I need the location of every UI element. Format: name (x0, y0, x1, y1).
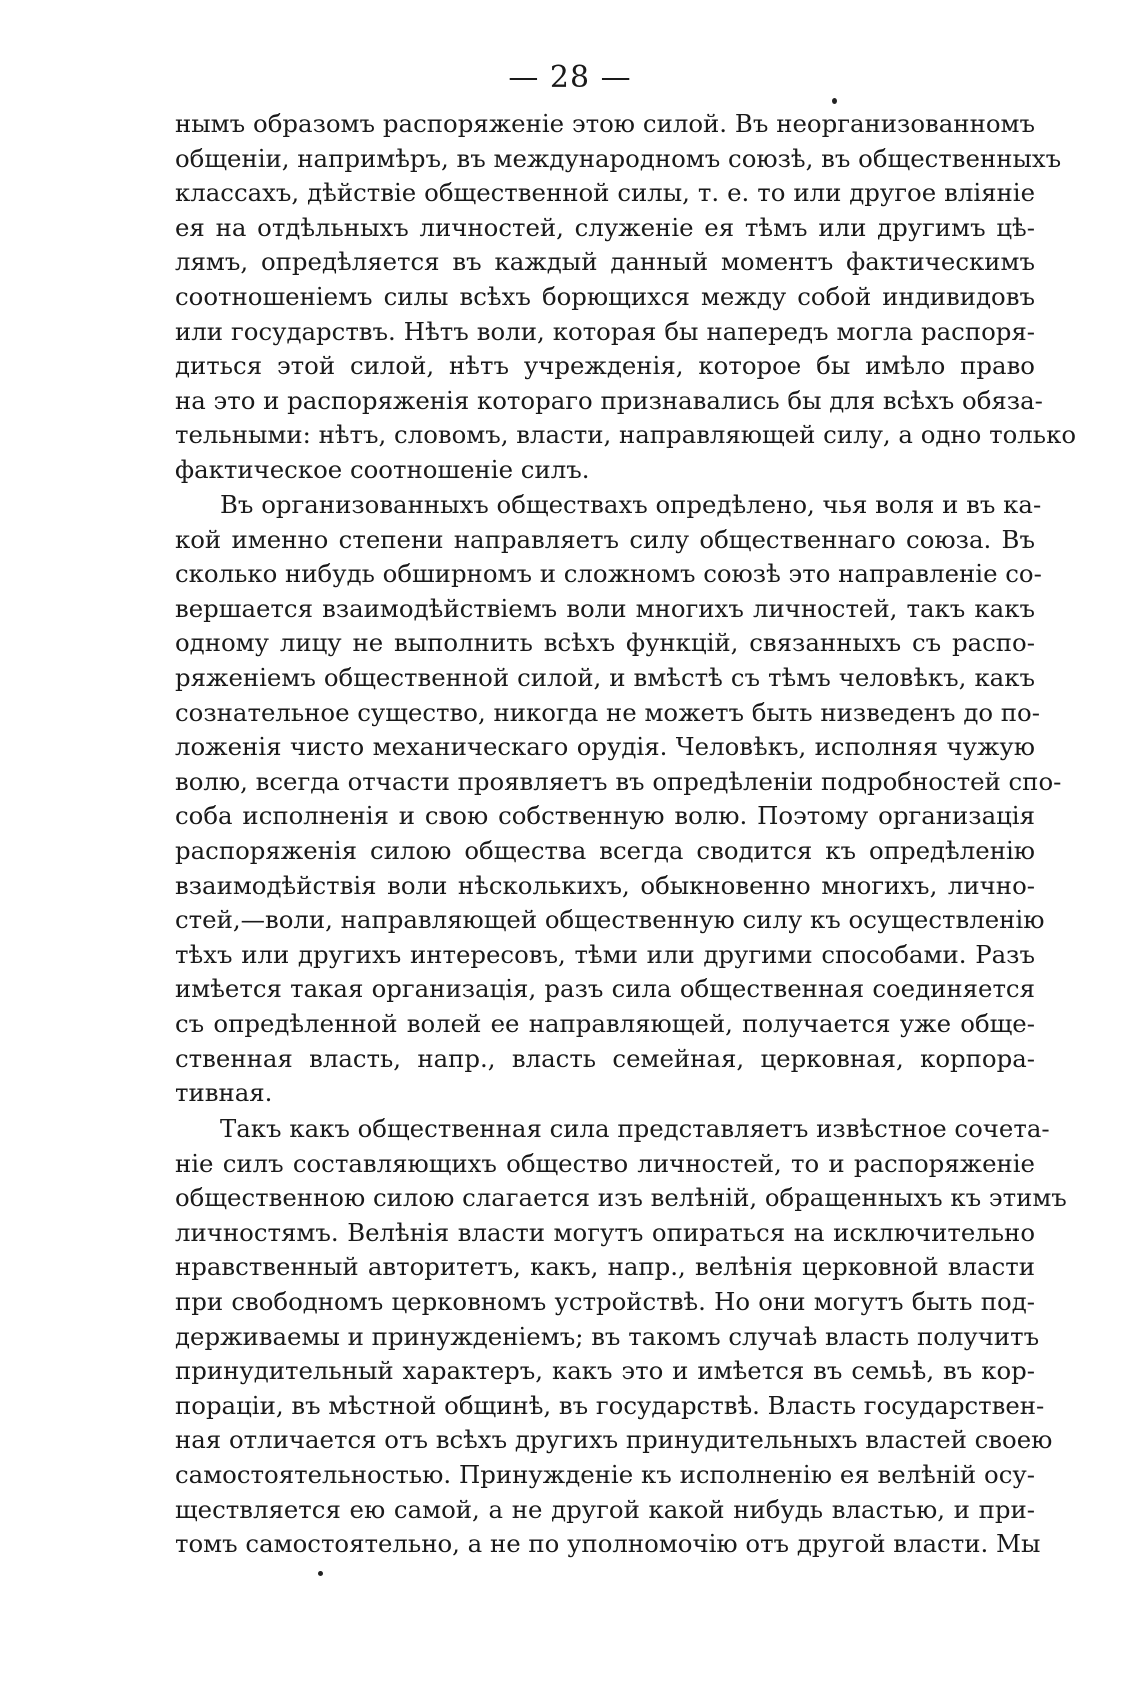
text-line: ряженіемъ общественной силой, и вмѣстѣ съ тѣмъ человѣкъ, какъ (175, 662, 1035, 692)
text-line: ная отличается отъ всѣхъ другихъ принудительныхъ властей своею (175, 1425, 1053, 1455)
text-line: тельными: нѣтъ, словомъ, власти, направляющей силу, а одно только (175, 420, 1077, 450)
text-line: диться этой силой, нѣтъ учрежденія, которое бы имѣло право (175, 351, 1035, 381)
text-line: общеніи, напримѣръ, въ международномъ союзѣ, въ общественныхъ (175, 143, 1062, 173)
text-line: съ опредѣленной волей ее направляющей, получается уже обще- (175, 1008, 1035, 1038)
text-line: пораціи, въ мѣстной общинѣ, въ государствѣ. Власть государствен- (175, 1390, 1045, 1420)
text-line: самостоятельностью. Принужденіе къ исполненію ея велѣній осу- (175, 1459, 1035, 1489)
text-line: держиваемы и принужденіемъ; въ такомъ случаѣ власть получитъ (175, 1321, 1040, 1351)
text-line: ніе силъ составляющихъ общество личностей, то и распоряженіе (175, 1148, 1035, 1178)
text-line: классахъ, дѣйствіе общественной силы, т. е. то или другое вліяніе (175, 178, 1035, 208)
text-line: лямъ, опредѣляется въ каждый данный моментъ фактическимъ (175, 247, 1035, 277)
text-line: общественною силою слагается изъ велѣній, обращенныхъ къ этимъ (175, 1183, 1067, 1213)
text-line: ея на отдѣльныхъ личностей, служеніе ея тѣмъ или другимъ цѣ- (175, 212, 1035, 242)
text-line: стей,—воли, направляющей общественную силу къ осуществленію (175, 905, 1045, 935)
text-line: ществляется ею самой, а не другой какой нибудь властью, и при- (175, 1494, 1035, 1524)
text-line: одному лицу не выполнить всѣхъ функцій, связанныхъ съ распо- (175, 628, 1035, 658)
paragraph-2 (175, 488, 1062, 1111)
page-number: — 28 — (508, 60, 632, 95)
text-line: принудительный характеръ, какъ это и имѣется въ семьѣ, въ кор- (175, 1356, 1035, 1386)
text-line: имѣется такая организація, разъ сила общественная соединяется (175, 974, 1035, 1004)
text-line: взаимодѣйствія воли нѣсколькихъ, обыкновенно многихъ, лично- (175, 870, 1035, 900)
scan-speck (832, 98, 837, 104)
text-line: тивная. (175, 1078, 273, 1108)
text-line: тѣхъ или другихъ интересовъ, тѣми или другими способами. Разъ (175, 939, 1035, 969)
text-line: нымъ образомъ распоряженіе этою силой. Въ неорганизованномъ (175, 109, 1035, 138)
text-line: вершается взаимодѣйствіемъ воли многихъ личностей, такъ какъ (175, 593, 1035, 623)
text-line: томъ самостоятельно, а не по уполномочію отъ другой власти. Мы (175, 1529, 1041, 1559)
paragraph-3 (175, 1112, 1067, 1562)
text-line: сознательное существо, никогда не можетъ быть низведенъ до по- (175, 697, 1040, 727)
text-line: при свободномъ церковномъ устройствѣ. Но они могутъ быть под- (175, 1286, 1035, 1316)
text-line: соба исполненія и свою собственную волю. Поэтому организація (175, 801, 1035, 831)
text-line: сколько нибудь обширномъ и сложномъ союзѣ это направленіе со- (175, 559, 1042, 589)
text-line: ложенія чисто механическаго орудія. Человѣкъ, исполняя чужую (175, 732, 1035, 762)
text-line: личностямъ. Велѣнія власти могутъ опираться на исключительно (175, 1217, 1035, 1247)
text-line: кой именно степени направляетъ силу общественнаго союза. Въ (175, 524, 1035, 554)
text-line: ственная власть, напр., власть семейная, церковная, корпора- (175, 1043, 1035, 1073)
text-line: или государствъ. Нѣтъ воли, которая бы напередъ могла распоря- (175, 316, 1035, 346)
text-line: соотношеніемъ силы всѣхъ борющихся между собой индивидовъ (175, 281, 1035, 311)
text-line: нравственный авторитетъ, какъ, напр., велѣнія церковной власти (175, 1252, 1035, 1282)
scan-speck (318, 1571, 323, 1576)
text-line: волю, всегда отчасти проявляетъ въ опредѣленіи подробностей спо- (175, 766, 1062, 796)
text-line: Въ организованныхъ обществахъ опредѣлено, чья воля и въ ка- (220, 490, 1042, 519)
paragraph-1 (175, 107, 1077, 488)
text-line: распоряженія силою общества всегда сводится къ опредѣленію (175, 835, 1035, 865)
text-line: Такъ какъ общественная сила представляетъ извѣстное сочета- (220, 1114, 1050, 1143)
text-line: на это и распоряженія котораго признавались бы для всѣхъ обяза- (175, 385, 1043, 415)
text-line: фактическое соотношеніе силъ. (175, 454, 590, 484)
